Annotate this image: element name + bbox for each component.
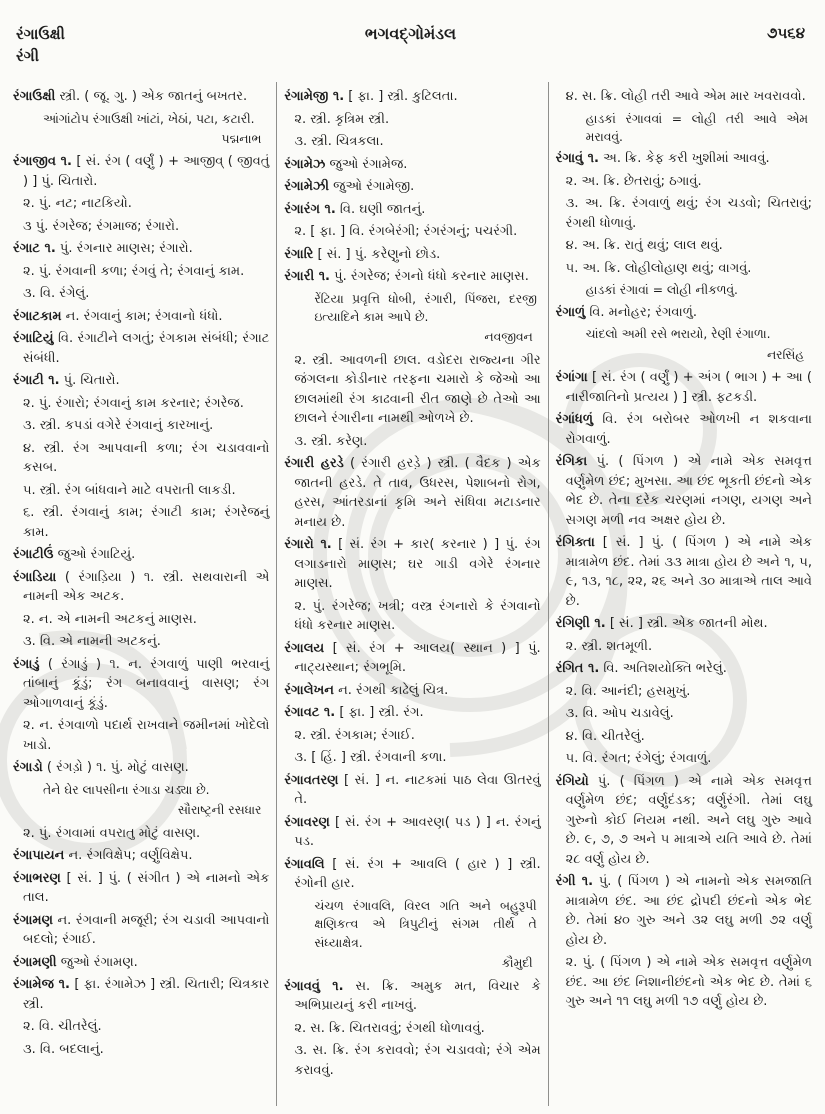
entry-quotation-line: ચાંદલો અમી રસે ભરાયો, રેણી રંગાળા. [585, 327, 771, 342]
column-3 [548, 82, 819, 1106]
headword: રંગાંધળું [555, 412, 593, 428]
column-2 [276, 82, 547, 1106]
headword: રંગાટ ૧. [13, 241, 56, 257]
entry-sense-line: ૩. વિ. રંગેલું. [23, 286, 90, 302]
entry-sense-line: ૩. વિ. એ નામની અટકનું. [23, 634, 161, 650]
entry-headword-line: રંગાલેખન ન. રંગથી કાઢેલું ચિત્ર. [284, 682, 449, 698]
entry-headword-line: રંગારો ૧. [ સં. રંગ + કાર( કરનાર ) ] પું. રંગ લગાડનારો માણસ; ઘર ગાડી વગેરે રંગનાર માણસ. [284, 537, 541, 592]
entry-headword-line: રંગાવરણ [ સં. રંગ + આવરણ( પડ ) ] ન. રંગનું પડ. [284, 814, 541, 850]
entry-headword-line: રંગાટી ૧. પું. ચિતારો. [13, 373, 120, 389]
headword: રંગાપાયન [13, 848, 65, 864]
entry-sense-line: ૩. સ. ક્રિ. રંગ કરાવવો; રંગ ચડાવવો; રંગે એમ કરાવવું. [294, 1043, 541, 1078]
entry-sense-line: ૪. વિ. ચીતરેલું. [565, 728, 645, 744]
entry-citation-line: કૌમુદી [501, 956, 533, 971]
entry-headword-line: રંગી ૧. પું. ( પિંગળ ) એ નામનો એક સમજાતિ માત્રામેળ છંદ. આ છંદ દ્રોપદી છંદનો એક ભેદ છે. તેમાં ૪૦ ગુરુ અને ૩૨ લઘુ મળી ૭૨ વર્ણુ હોય છે. [555, 874, 812, 948]
entry-sense-line: ૨. વિ. ચીતરેલું. [23, 1019, 102, 1035]
entry-sense-line: ૫. વિ. રંગત; રંગેલું; રંગવાળું. [565, 751, 712, 767]
entry-headword-line: રંગાલય [ સં. રંગ + આલય( સ્થાન ) ] પું. નાટ્યસ્થાન; રંગભૂમિ. [284, 640, 541, 676]
entry-headword-line: રંગાટિયું વિ. રંગાટીને લગતું; રંગકામ સંબંધી; રંગાટ સંબંધી. [13, 331, 270, 366]
entry-headword-line: રંગાંધળું વિ. રંગ બરોબર ઓળખી ન શકવાના રોગવાળું. [555, 412, 812, 447]
entry-headword-line: રંગારી ૧. પું. રંગરેજ; રંગનો ધંધો કરનાર માણસ. [284, 269, 529, 284]
entry-headword-line: રંગાવતરણ [ સં. ] ન. નાટકમાં પાઠ લેવા ઊતરવું તે. [284, 772, 541, 808]
entry-headword-line: રંગાંગા [ સં. રંગ ( વર્ણું ) + અંગ ( ભાગ ) + આ ( નારીજાતિનો પ્રત્યય ) ] સ્ત્રી. ફટકડી. [555, 370, 812, 405]
entry-headword-line: રંગાવવું ૧. સ. ક્રિ. અમુક મત, વિચાર કે અભિપ્રાયનું કરી નાખવું. [284, 978, 541, 1014]
entry-sense-line: ૨. પું. ( પિંગળ ) એ નામે એક સમવૃત્ત વર્ણુમેળ છંદ. આ છંદ નિશાનીછંદનો એક ભેદ છે. તેમાં ૬ ગુરુ અને ૧૧ લઘુ મળી ૧૭ વર્ણુ હોય છે. [565, 955, 812, 1010]
entry-sense-line: ૨. ન. એ નામની અટકનું માણસ. [23, 611, 197, 627]
headword: રંગાલેખન [284, 682, 334, 698]
headword: રંગી ૧. [555, 874, 594, 890]
entry-sense-line: ૨. સ્ત્રી. રંગકામ; રંગાઈ. [294, 727, 415, 743]
entry-headword-line: રંગિક્તા [ સં. ] પું. ( પિંગળ ) એ નામે એક માત્રામેળ છંદ. તેમાં ૩૩ માત્રા હોય છે અને ૧, ૫, ૯, ૧૩, ૧૮, ૨૨, ૨૬ અને ૩૦ માત્રાએ તાલ આવે છે. [555, 535, 812, 609]
entry-headword-line: રંગાભરણ [ સં. ] પું. ( સંગીત ) એ નામનો એક તાલ. [13, 870, 270, 906]
entry-sense-line: ૩. વિ. બદલાનું. [23, 1041, 104, 1057]
entry-sense-line: ૨. સ્ત્રી. આવળની છાલ. વડોદરા રાજ્યના ગીર જંગલના કોડીનાર તરફના ચમારો કે જેઓ આ છાલમાંથી રંગ કાઢવાની રીત જાણે છે તેઓ આ છાલને રંગારીના નામથી ઓળખે છે. [294, 352, 541, 427]
entry-headword-line: રંગાપાયન ન. રંગવિક્ષેપ; વર્ણુવિક્ષેપ. [13, 848, 193, 864]
entry-quotation-line: હાડકાં રંગાવવાં = લોહી તરી આવે એમ મરાવવું. [585, 111, 808, 144]
headword: રંગિયો [555, 773, 589, 789]
entry-headword-line: રંગાવું ૧. અ. ક્રિ. કેફ કરી ખુશીમાં આવવું. [555, 151, 770, 167]
headword: રંગારી હરડે [284, 456, 344, 472]
guide-word-first: રંગાઉક્ષી [16, 25, 65, 43]
entry-citation-line: નરસિંહ [766, 347, 804, 362]
headword: રંગારંગ ૧. [284, 201, 336, 217]
entry-headword-line: રંગાવટ ૧. [ ફા. ] સ્ત્રી. રંગ. [284, 705, 424, 721]
entry-citation-line: નવજીવન [484, 330, 533, 345]
headword: રંગાભરણ [13, 870, 61, 886]
headword: રંગાવતરણ [284, 772, 339, 788]
entry-headword-line: રંગાજીવ ૧. [ સં. રંગ ( વર્ણું ) + આજીવ્ ( જીવતું ) ] પું. ચિતારો. [13, 154, 270, 189]
entry-sense-line: ૨. પું. રંગવાની કળા; રંગવું તે; રંગવાનું કામ. [23, 263, 245, 279]
headword: રંગાંગા [555, 370, 588, 386]
entry-headword-line: રંગાટકામ ન. રંગવાનું કામ; રંગવાનો ધંધો. [13, 308, 223, 324]
columns-container [6, 82, 819, 1106]
entry-headword-line: રંગારંગ ૧. વિ. ઘણી જાતનું. [284, 201, 426, 217]
entry-headword-line: રંગાટીઉં જુઓ રંગાટિયું. [13, 547, 136, 563]
headword: રંગાવલિ [284, 856, 325, 872]
headword: રંગાટી ૧. [13, 373, 60, 389]
entry-headword-line: રંગાવલિ [ સં. રંગ + આવલિ ( હાર ) ] સ્ત્રી. રંગોની હાર. [284, 856, 541, 892]
entry-sense-line: ૨. પું. રંગરેજ; ખત્રી; વસ્ત્ર રંગનારો કે રંગવાનો ધંધો કરનાર માણસ. [294, 598, 541, 634]
headword: રંગિણી ૧. [555, 616, 606, 632]
headword: રંગાઉક્ષી [13, 89, 56, 104]
headword: રંગામણી [13, 954, 57, 970]
entry-headword-line: રંગિત ૧. વિ. અતિશયોક્તિ ભરેલું. [555, 661, 727, 677]
headword: રંગિત ૧. [555, 661, 600, 677]
entry-quotation-line: હાડકાં રંગાવાં = લોહી નીકળવું. [585, 283, 738, 298]
entry-sense-line: ૩. અ. ક્રિ. રંગવાળું થવું; રંગ ચડવો; ચિતરાવું; રંગથી ધોળાવું. [565, 196, 812, 231]
entry-sense-line: ૩ પું. રંગરેજ; રંગમાજ; રંગારો. [23, 218, 180, 234]
entry-sense-line: ૬. સ્ત્રી. રંગવાનું કામ; રંગાટી કામ; રંગરેજનું કામ. [23, 505, 270, 540]
headword: રંગારિ [284, 246, 314, 262]
entry-quotation-line: ચંચળ રંગાવલિ, વિરલ ગતિ અને બહુરૂપી ક્ષણિકત્વ એ ત્રિપુટીનું સંગમ તીર્થ તે સંધ્યાક્ષેત્ર. [314, 898, 537, 950]
entry-quotation-line: તેને ઘેર લાપસીના રંગાડા ચડ્યા છે. [43, 782, 210, 797]
entry-sense-line: ૨. પું. નટ; નાટકિયો. [23, 196, 132, 212]
headword: રંગાજીવ ૧. [13, 154, 72, 170]
headword: રંગાટીઉં [13, 547, 54, 563]
headword: રંગાડિયા [13, 569, 57, 585]
entry-citation-line: પદ્મનાભ [221, 131, 262, 146]
headword: રંગામણ [13, 912, 53, 928]
headword: રંગાટકામ [13, 308, 62, 324]
entry-citation-line: સૌરાષ્ટ્રની રસધાર [177, 803, 262, 818]
entry-sense-line: ૪. અ. ક્રિ. રાતું થવું; લાલ થવું. [565, 238, 723, 254]
headword: રંગાવરણ [284, 814, 330, 830]
entry-headword-line: રંગાટ ૧. પું. રંગનાર માણસ; રંગારો. [13, 241, 193, 257]
entry-headword-line: રંગારિ [ સં. ] પું. કરેણુનો છોડ. [284, 246, 441, 262]
headword: રંગિકા [555, 454, 588, 470]
headword: રંગાવવું ૧. [284, 978, 344, 994]
headword: રંગામેજ ૧. [13, 977, 70, 993]
entry-headword-line: રંગાડો ( રંગડ઼ો ) ૧. પું. મોટું વાસણ. [13, 760, 189, 776]
entry-headword-line: રંગામણ ન. રંગવાની મજૂરી; રંગ ચડાવી આપવાનો બદલો; રંગાઈ. [13, 912, 270, 948]
entry-sense-line: ૩. સ્ત્રી. કરેણ. [294, 433, 368, 449]
entry-headword-line: રંગિયો પું. ( પિંગળ ) એ નામે એક સમવૃત્ત વર્ણુમેળ છંદ; વર્ણુદંડક; વર્ણુરંગી. તેમાં લઘુ ગુરુનો કોઈ નિયમ નથી. અને લઘુ ગુરુ આવે છે. ૯, ૭, ૭ અને ૫ માત્રાએ યતિ આવે છે. તેમાં ૨૮ વર્ણુ હોય છે. [555, 773, 812, 867]
entry-sense-line: ૨. [ ફા. ] વિ. રંગબેરંગી; રંગરંગનું; પચરંગી. [294, 224, 518, 239]
entry-sense-line: ૫. અ. ક્રિ. લોહીલોહાણ થવું; વાગવું. [565, 260, 752, 276]
entry-headword-line: રંગાળું વિ. મનોહર; રંગવાળું. [555, 304, 697, 320]
entry-headword-line: રંગારી હરડે ( રંગારી હરડ઼ે ) સ્ત્રી. ( વૈદક ) એક જાતની હરડે. તે તાવ, ઉધરસ, પેશાબનો રોગ, હરસ, આંતરડાનાં કૃમિ અને સંધિવા મટાડનાર મનાય છે. [284, 456, 541, 530]
entry-sense-line: ૪. સ. ક્રિ. લોહી તરી આવે એમ માર ખવરાવવો. [565, 89, 806, 104]
column-1 [6, 82, 276, 1106]
entry-headword-line: રંગામેજી ૧. [ ફા. ] સ્ત્રી. કુટિલતા. [284, 89, 458, 104]
entry-sense-line: ૨. ન. રંગવાળો પદાર્થ રાખવાને જમીનમાં ખોદેલો ખાડો. [23, 718, 270, 753]
guide-words [16, 24, 216, 68]
entry-headword-line: રંગામેઝ જુઓ રંગામેજ. [284, 156, 408, 172]
entry-quotation-line: આંગાંટોપ રંગાઉક્ષી ખાંટાં, ખેઠાં, પટા, કટારી. [43, 111, 255, 126]
entry-sense-line: ૪. સ્ત્રી. રંગ આપવાની કળા; રંગ ચડાવવાનો કસબ. [23, 440, 270, 476]
entry-headword-line: રંગાઉક્ષી સ્ત્રી. ( જૂ. ગુ. ) એક જાતનું બખતર. [13, 89, 248, 104]
page-title: ભગવદ્ગોમંડલ [364, 24, 457, 43]
entry-headword-line: રંગાડિયા ( રંગાડ઼િયા ) ૧. સ્ત્રી. સથવારાની એ નામની એક અટક. [13, 569, 270, 605]
entry-sense-line: ૩. [ હિં. ] સ્ત્રી. રંગવાની કળા. [294, 750, 447, 766]
headword: રંગામેઝ [284, 156, 326, 172]
entry-quotation-line: રેંટિયા પ્રવૃત્તિ ધોબી, રંગારી, પિંજરા, દરજી ઇત્યાદિને કામ આપે છે. [314, 291, 537, 324]
entry-sense-line: ૨. પું. રંગવામાં વપરાતુ મોટું વાસણ. [23, 825, 201, 841]
headword: રંગાટિયું [13, 331, 54, 347]
headword: રંગાડું [13, 656, 40, 672]
entry-sense-line: ૩. સ્ત્રી. કપડાં વગેરે રંગવાનું કારખાનું. [23, 418, 214, 434]
guide-word-last: રંગી [16, 46, 39, 65]
entry-sense-line: ૨. પું. રંગારો; રંગવાનું કામ કરનાર; રંગરેજ. [23, 395, 244, 411]
headword: રંગામેજી ૧. [284, 89, 345, 104]
entry-headword-line: રંગિણી ૧. [ સં. ] સ્ત્રી. એક જાતની મોથ. [555, 616, 768, 632]
page-header [0, 0, 825, 68]
headword: રંગિક્તા [555, 535, 595, 551]
entry-headword-line: રંગામેઝી જુઓ રંગામેજી. [284, 179, 415, 194]
headword: રંગારો ૧. [284, 537, 332, 553]
headword: રંગાળું [555, 304, 586, 320]
headword: રંગાવું ૧. [555, 151, 599, 167]
headword: રંગામેઝી [284, 179, 330, 194]
headword: રંગાડો [13, 760, 43, 776]
entry-sense-line: ૨. વિ. આનંદી; હસમુખું. [565, 683, 691, 699]
entry-sense-line: ૫. સ્ત્રી. રંગ બાંધવાને માટે વપરાતી લાકડી. [23, 482, 236, 498]
headword: રંગારી ૧. [284, 269, 330, 284]
entry-sense-line: ૨. સ્ત્રી. કૃત્રિમ સ્ત્રી. [294, 111, 390, 127]
entry-headword-line: રંગાડું ( રંગાડું ) ૧. ન. રંગવાળું પાણી ભરવાનું તાંબાનું કૂંડું; રંગ બનાવવાનું વાસણ; રંગ ઓગાળવાનું કૂંડું. [13, 656, 270, 711]
entry-sense-line: ૨. અ. ક્રિ. છેતરાવું; ઠગાવું. [565, 173, 702, 189]
entry-sense-line: ૨. સ. ક્રિ. ચિતરાવવું; રંગથી ધોળાવવું. [294, 1020, 485, 1036]
entry-sense-line: ૩. સ્ત્રી. ચિત્રકલા. [294, 134, 384, 149]
headword: રંગાલય [284, 640, 325, 656]
page-number: ૭૫૬૪ [767, 24, 805, 42]
entry-sense-line: ૨. સ્ત્રી. શતમૂળી. [565, 638, 653, 654]
headword: રંગાવટ ૧. [284, 705, 336, 721]
entry-headword-line: રંગામણી જુઓ રંગામણ. [13, 954, 138, 970]
entry-sense-line: ૩. વિ. ઓપ ચડાવેલું. [565, 706, 674, 722]
entry-headword-line: રંગિકા પું. ( પિંગળ ) એ નામે એક સમવૃત્ત વર્ણુમેળ છંદ; મુખસા. આ છંદ ભૂકતી છંદનો એક ભેદ છે. તેના દરેક ચરણમાં નગણ, યગણ અને સગણ મળી નવ અક્ષર હોય છે. [555, 454, 812, 528]
entry-headword-line: રંગામેજ ૧. [ ફા. રંગામેઝ ] સ્ત્રી. ચિતારી; ચિત્રકાર સ્ત્રી. [13, 977, 270, 1012]
